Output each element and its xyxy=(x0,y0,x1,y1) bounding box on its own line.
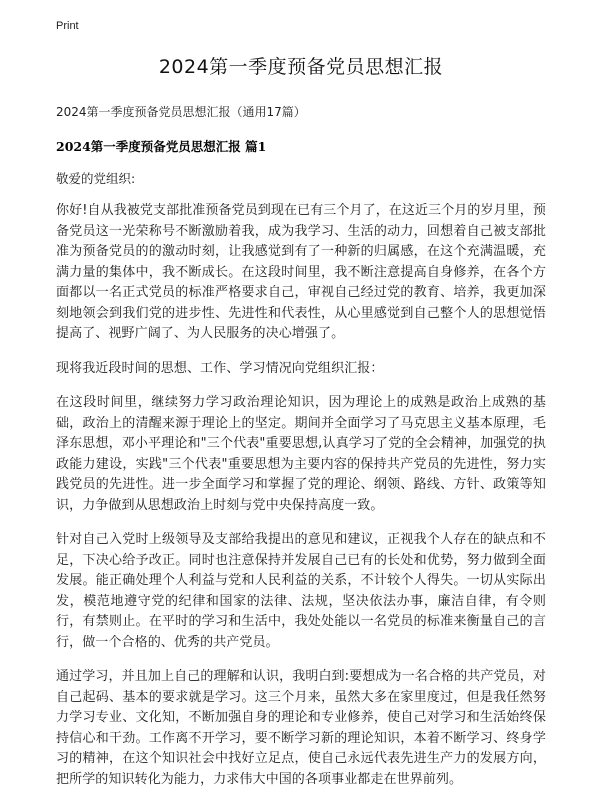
print-link[interactable]: Print xyxy=(56,20,79,32)
paragraph: 你好!自从我被党支部批准预备党员到现在已有三个月了，在这近三个月的岁月里，预备党员这一光荣称号不断激励着我，成为我学习、生活的动力，回想着自己被支部批准为预备党员的的激动时刻，让我感觉到有了一种新的归属感，在这个充满温暖，充满力量的集体中，我不断成长。在这段时间里，我不断注意提高自身修养，在各个方面都以一名正式党员的标准严格要求自己，审视自己经过党的教育、培养，我更加深刻地领会到我们党的进步性、先进性和代表性，从心里感觉到自己整个人的思想觉悟提高了、视野广阔了、为人民服务的决心增强了。 xyxy=(56,203,547,341)
paragraph: 针对自己入党时上级领导及支部给我提出的意见和建议，正视我个人存在的缺点和不足，下决心给予改正。同时也注意保持并发展自己已有的长处和优势，努力做到全面发展。能正确处理个人利益与党和人民利益的关系，不计较个人得失。一切从实际出发，模范地遵守党的纪律和国家的法律、法规，坚决依法办事，廉洁自律，有令则行，有禁则止。在平时的学习和生活中，我处处能以一名党员的标准来衡量自己的言行，做一个合格的、优秀的共产党员。 xyxy=(56,532,546,650)
paragraph: 在这段时间里，继续努力学习政治理论知识，因为理论上的成熟是政治上成熟的基础，政治上的清醒来源于理论上的坚定。期间并全面学习了马克思主义基本原理，毛泽东思想，邓小平理论和"三个代表"重要思想,认真学习了党的全会精神，加强党的执政能力建设，实践"三个代表"重要思想为主要内容的保持共产党员的先进性，努力实践党员的先进性。进一步全面学习和掌握了党的理论、纲领、路线、方针、政策等知识，力争做到从思想政治上时刻与党中央保持高度一致。 xyxy=(56,395,546,513)
document-subtitle: 2024第一季度预备党员思想汇报（通用17篇） xyxy=(56,105,306,119)
document-body xyxy=(56,52,546,804)
salutation: 敬爱的党组织: xyxy=(56,171,136,186)
section-heading: 2024第一季度预备党员思想汇报 篇1 xyxy=(56,139,267,154)
document-title: 2024第一季度预备党员思想汇报 xyxy=(158,56,444,78)
paragraph: 通过学习，并且加上自己的理解和认识，我明白到:要想成为一名合格的共产党员，对自己起码、基本的要求就是学习。这三个月来，虽然大多在家里度过，但是我任然努力学习专业、文化知，不断加强自身的理论和专业修养，使自己对学习和生活始终保持信心和干劲。工作离不开学习，要不断学习新的理论知识，本着不断学习、终身学习的精神，在这个知识社会中找好立足点，使自己永远代表先进生产力的发展方向，把所学的知识转化为能力，力求伟大中国的各项事业都走在世界前列。 xyxy=(56,669,546,787)
paragraph: 现将我近段时间的思想、工作、学习情况向党组织汇报： xyxy=(56,360,384,376)
